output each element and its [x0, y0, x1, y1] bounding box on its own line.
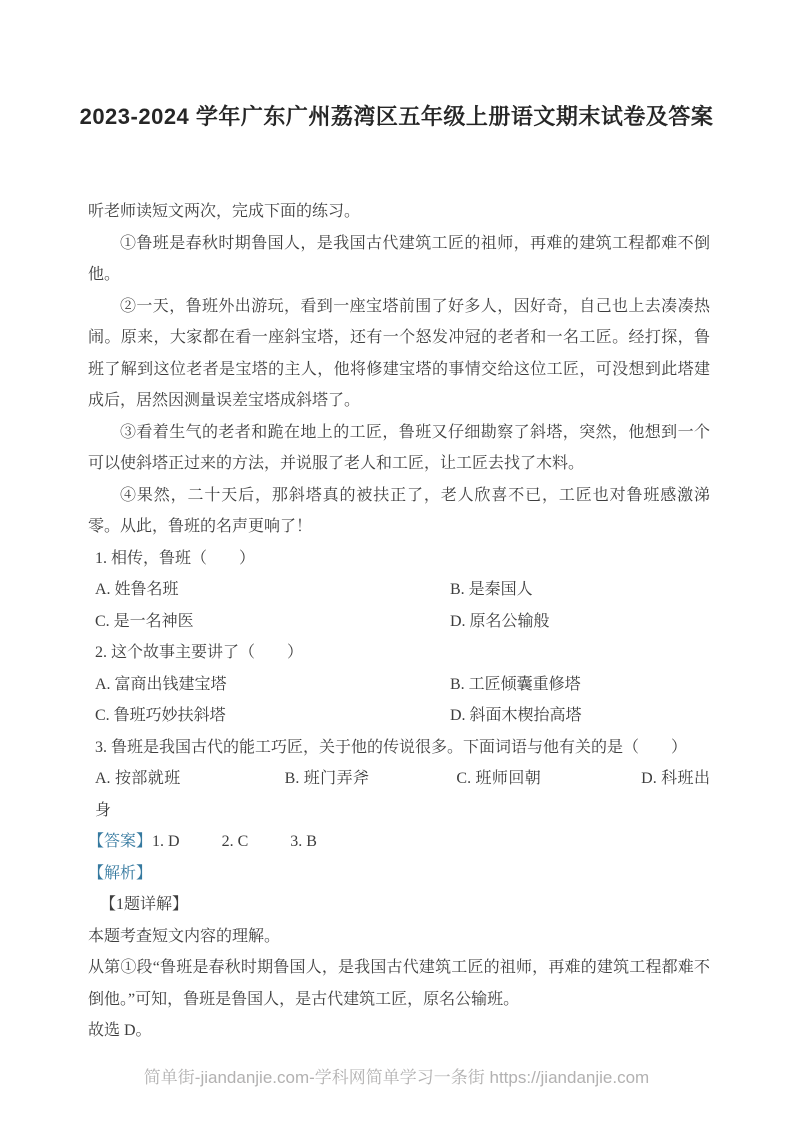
passage-paragraph-1: ①鲁班是春秋时期鲁国人，是我国古代建筑工匠的祖师，再难的建筑工程都难不倒他。 — [88, 234, 710, 283]
answer-item: 1. D — [152, 833, 180, 850]
option-label: D. 斜面木楔抬高塔 — [450, 707, 582, 724]
footer-watermark-text: 简单街-jiandanjie.com-学科网简单学习一条街 https://jiandanjie.com — [143, 1068, 650, 1087]
option-label: C. 是一名神医 — [95, 612, 194, 630]
answer-item: 2. C — [221, 833, 249, 850]
answer-item: 3. B — [290, 833, 317, 850]
option-label: A. 按部就班 — [95, 770, 181, 787]
option-label: A. 姓鲁名班 — [95, 581, 179, 598]
question-1-stem: 1. 相传，鲁班（ ） — [95, 549, 256, 567]
option-label: C. 班师回朝 — [456, 770, 542, 787]
answer-section-label: 【答案】 — [88, 833, 153, 850]
analysis-section-label: 【解析】 — [88, 864, 153, 882]
page-title: 2023-2024 学年广东广州荔湾区五年级上册语文期末试卷及答案 — [79, 104, 714, 129]
analysis-q1-header: 【1题详解】 — [100, 896, 189, 913]
analysis-line: 从第①段“鲁班是春秋时期鲁国人，是我国古代建筑工匠的祖师，再难的建筑工程都难不倒他。”可知，鲁班是鲁国人，是古代建筑工匠，原名公输班。 — [88, 959, 710, 1008]
option-label: A. 富商出钱建宝塔 — [95, 675, 227, 693]
option-label: D. 科班出身 — [95, 770, 710, 819]
passage-paragraph-4: ④果然，二十天后，那斜塔真的被扶正了，老人欣喜不已，工匠也对鲁班感激涕零。从此，鲁班的名声更响了！ — [88, 486, 710, 535]
question-2-options — [88, 669, 710, 732]
option-label: B. 工匠倾囊重修塔 — [450, 675, 581, 693]
question-3-stem: 3. 鲁班是我国古代的能工巧匠，关于他的传说很多。下面词语与他有关的是（ ） — [95, 738, 688, 756]
analysis-line: 本题考查短文内容的理解。 — [88, 927, 281, 945]
question-2-stem: 2. 这个故事主要讲了（ ） — [95, 644, 304, 661]
document-body — [88, 196, 710, 1047]
option-label: B. 是秦国人 — [450, 581, 533, 598]
passage-paragraph-3: ③看着生气的老者和跪在地上的工匠，鲁班又仔细勘察了斜塔，突然，他想到一个可以使斜塔正过来的方法，并说服了老人和工匠，让工匠去找了木料。 — [88, 423, 710, 472]
instruction-line: 听老师读短文两次，完成下面的练习。 — [88, 203, 361, 220]
question-1-options — [88, 574, 710, 637]
analysis-line: 故选 D。 — [88, 1022, 152, 1039]
option-label: D. 原名公输般 — [450, 612, 550, 630]
question-3-options — [88, 763, 710, 826]
option-label: C. 鲁班巧妙扶斜塔 — [95, 707, 226, 724]
answer-line — [88, 826, 710, 858]
option-label: B. 班门弄斧 — [284, 770, 370, 787]
passage-paragraph-2: ②一天，鲁班外出游玩，看到一座宝塔前围了好多人，因好奇，自己也上去凑凑热闹。原来，大家都在看一座斜宝塔，还有一个怒发冲冠的老者和一名工匠。经打探，鲁班了解到这位老者是宝塔的主人，他将修建宝塔的事情交给这位工匠，可没想到此塔建成后，居然因测量误差宝塔成斜塔了。 — [88, 297, 710, 409]
